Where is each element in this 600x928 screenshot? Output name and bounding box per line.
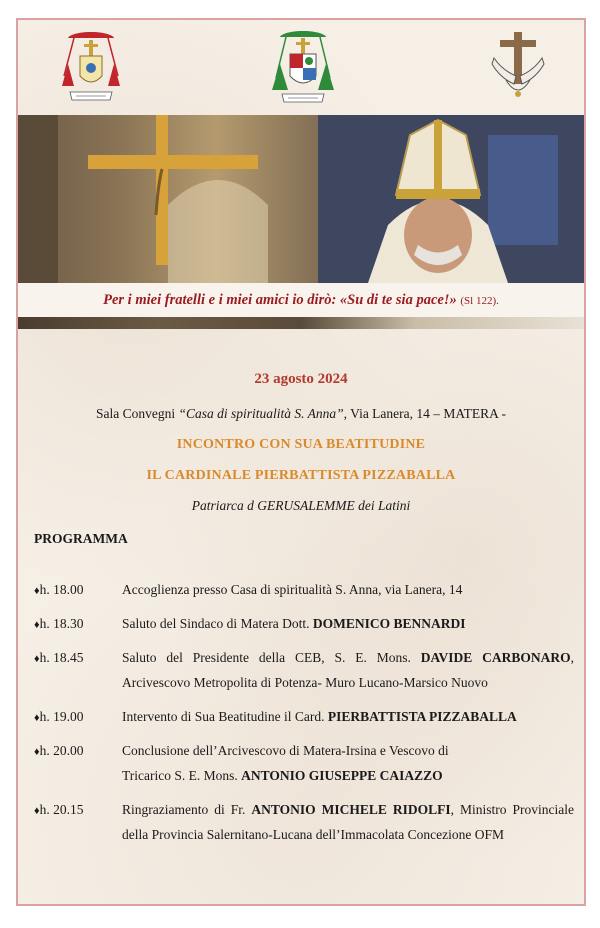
event-title-line-2: IL CARDINALE PIERBATTISTA PIZZABALLA [146,468,456,483]
invitation-page [16,18,586,906]
bullet-diamond-icon: ♦ [34,746,40,758]
bullet-diamond-icon: ♦ [34,805,40,817]
program-time: h. 20.00 [39,743,84,758]
franciscan-emblem-icon [488,28,548,108]
bullet-diamond-icon: ♦ [34,585,40,597]
program-time: h. 18.30 [39,616,84,631]
bullet-diamond-icon: ♦ [34,712,40,724]
quote-banner [18,283,584,317]
program-desc: Ringraziamento di Fr. ANTONIO MICHELE RIDOLFI, Ministro Provinciale della Provincia Salernitano-Lucana dell’Immacolata Concezione OFM [122,802,574,842]
program-time: h. 18.45 [39,650,84,665]
quote-text: Per i miei fratelli e i miei amici io dirò: «Su di te sia pace!» [103,292,457,308]
coat-of-arms-center-icon [268,28,338,108]
bullet-diamond-icon: ♦ [34,619,40,631]
event-subtitle: Patriarca d GERUSALEMME dei Latini [191,498,411,513]
cardinal-photo [18,115,584,283]
venue-suffix: , Via Lanera, 14 – MATERA - [343,406,507,421]
photo-illustration [18,115,584,283]
event-title-line-1: INCONTRO CON SUA BEATITUDINE [176,437,426,452]
program-desc: Intervento di Sua Beatitudine il Card. PIERBATTISTA PIZZABALLA [122,709,517,724]
venue-name: “Casa di spiritualità S. Anna” [178,406,344,421]
program-time: h. 20.15 [39,802,84,817]
event-date: 23 agosto 2024 [254,371,348,387]
venue-prefix: Sala Convegni [95,406,179,421]
quote-reference: (Sl 122). [460,295,499,307]
bullet-diamond-icon: ♦ [34,653,40,665]
event-venue [18,406,584,422]
program-desc: Saluto del Sindaco di Matera Dott. DOMENICO BENNARDI [122,616,466,631]
programma-heading: PROGRAMMA [34,531,128,546]
photo-strip [18,317,584,329]
program-desc: Accoglienza presso Casa di spiritualità S. Anna, via Lanera, 14 [122,582,463,597]
program-time: h. 18.00 [39,582,84,597]
program-time: h. 19.00 [39,709,84,724]
coat-of-arms-left-icon [56,28,126,108]
program-desc: Conclusione dell’Arcivescovo di Matera-Irsina e Vescovo di Tricarico S. E. Mons. ANTONIO GIUSEPPE CAIAZZO [122,743,449,783]
program-desc: Saluto del Presidente della CEB, S. E. Mons. DAVIDE CARBONARO, Arcivescovo Metropolita di Potenza- Muro Lucano-Marsico Nuovo [122,650,574,690]
